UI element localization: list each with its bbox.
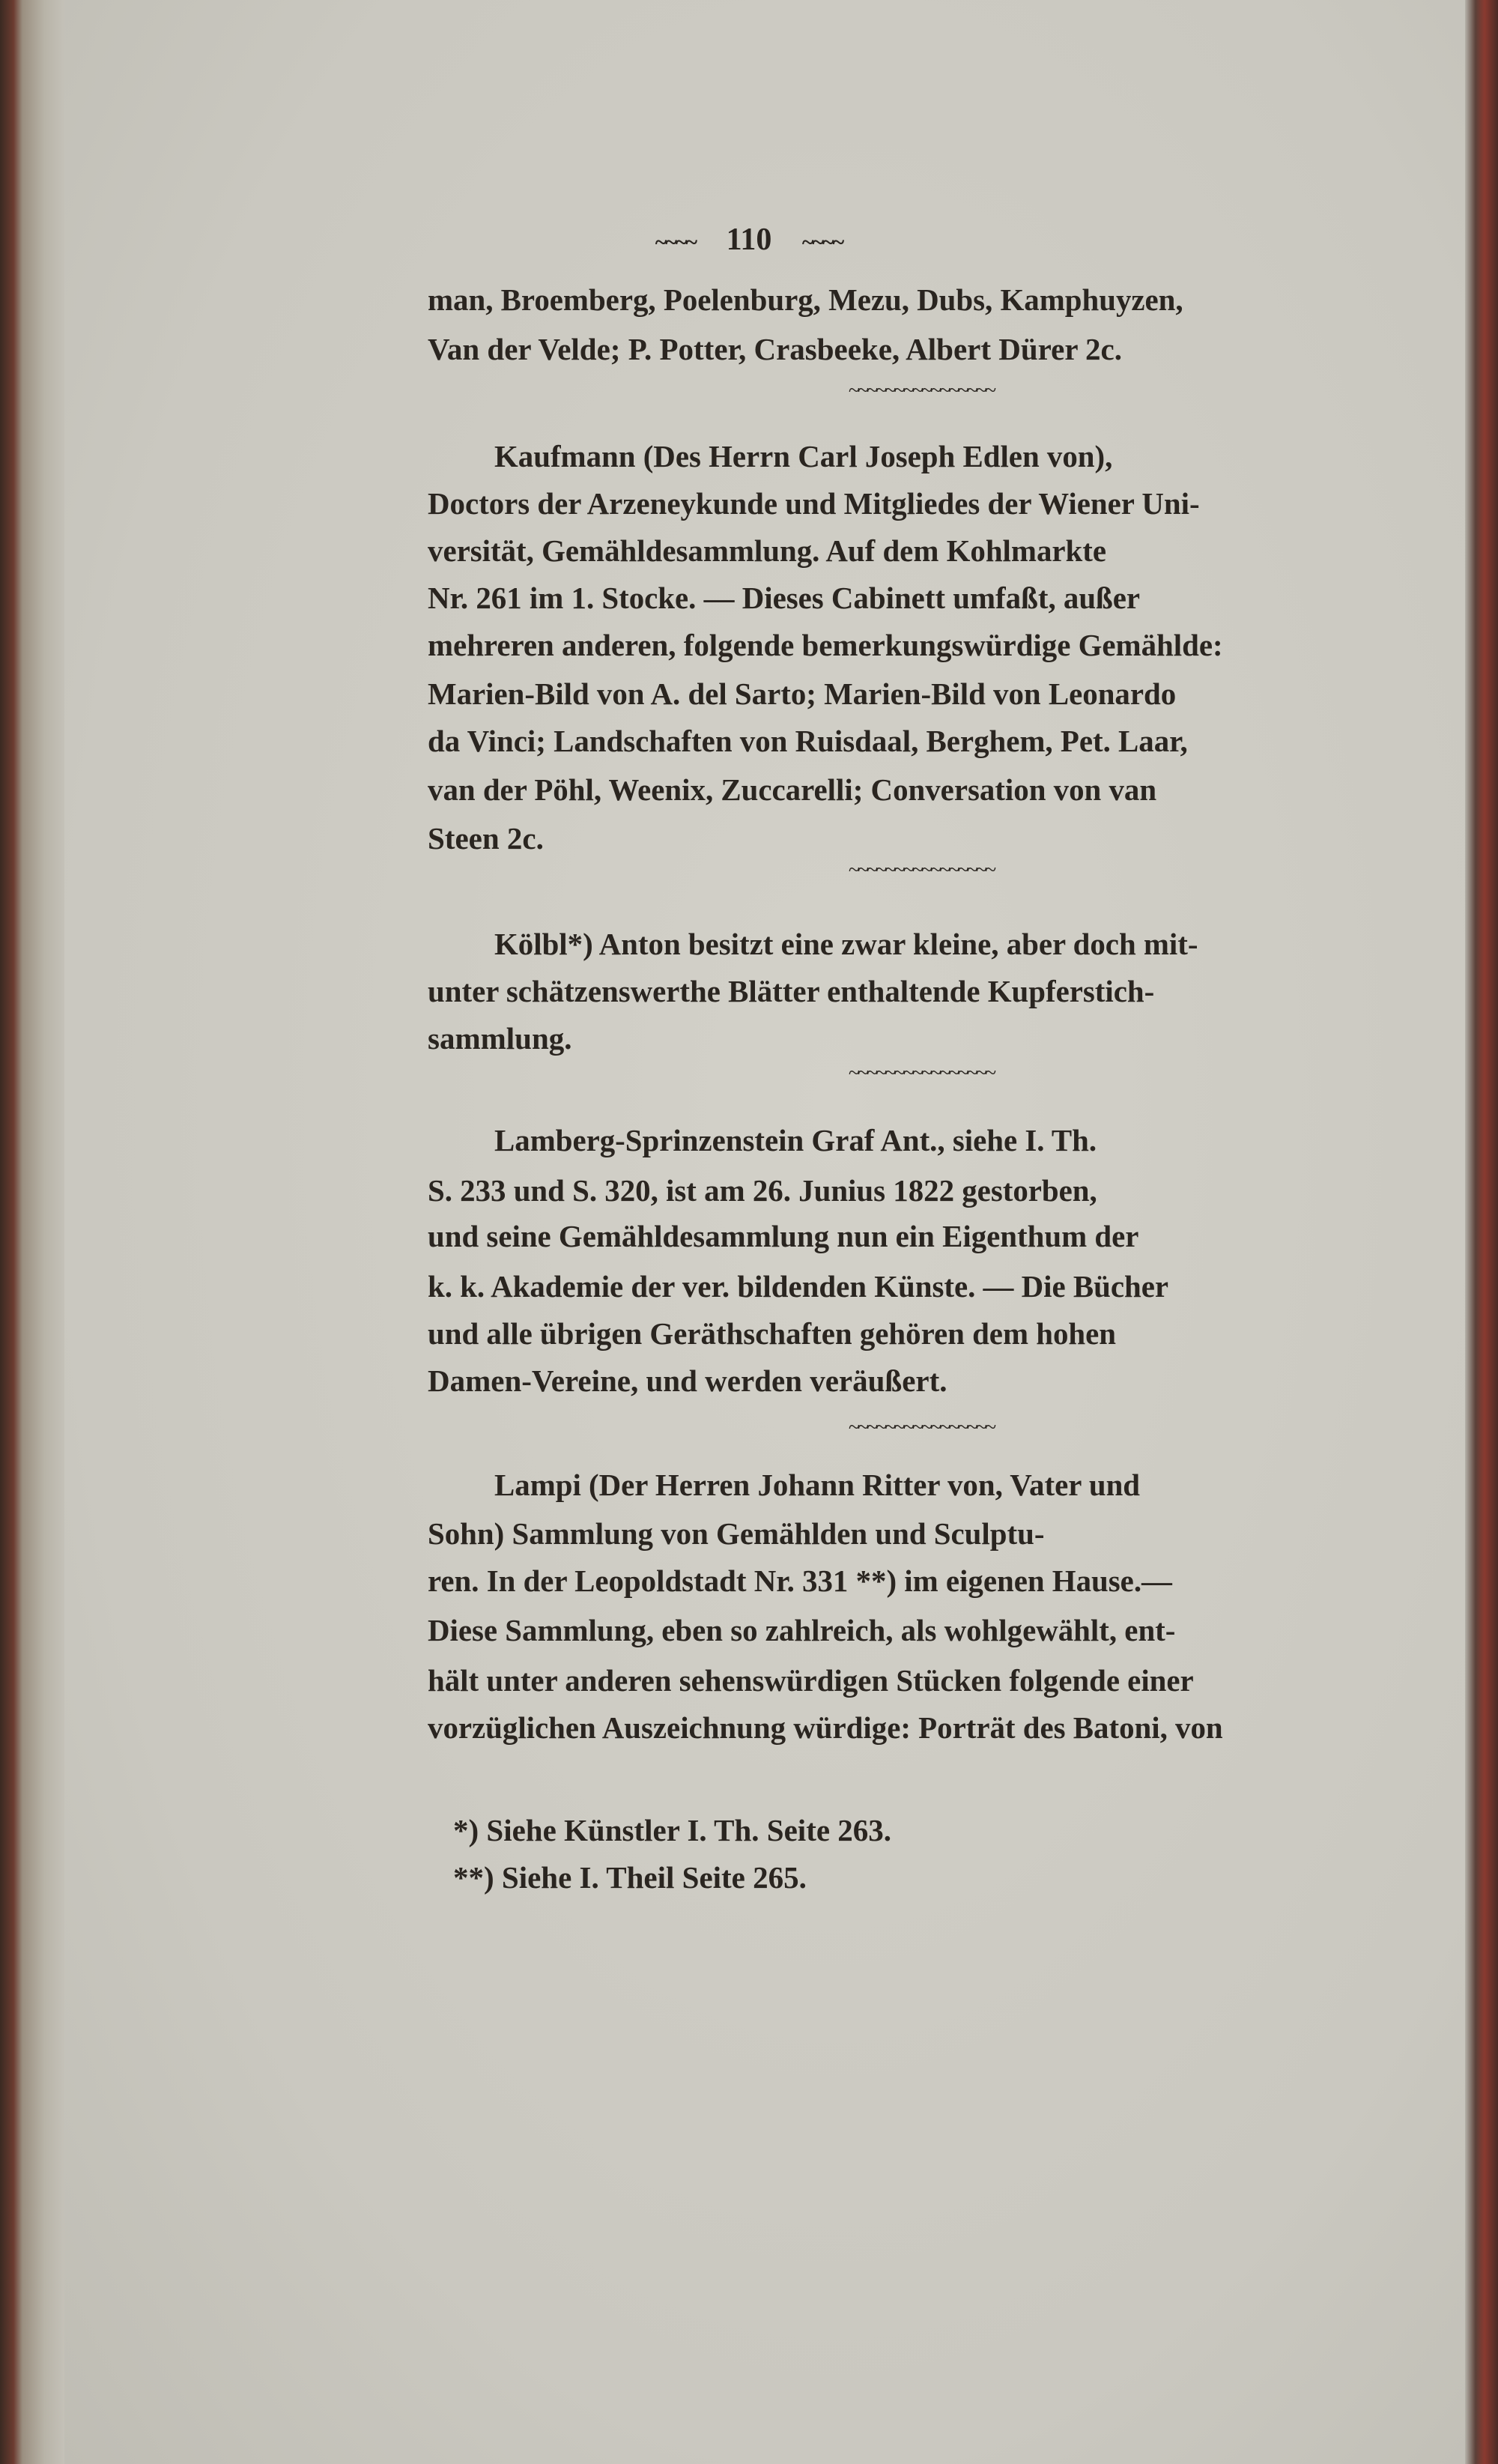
section-separator: ~~~~~~~~~~~~~~~~ <box>848 1062 995 1085</box>
text-line <box>494 1464 1412 1506</box>
text-line-content: Sohn) Sammlung von Gemählden und Sculptu- <box>428 1516 1045 1551</box>
text-line-content: und seine Gemähldesammlung nun ein Eigenthum der <box>428 1219 1139 1253</box>
text-line-content: Doctors der Arzeneykunde und Mitgliedes der Wiener Uni- <box>428 486 1200 521</box>
text-line-content: Lampi (Der Herren Johann Ritter von, Vater und <box>494 1468 1141 1502</box>
text-line <box>428 673 1412 715</box>
text-line-content: Marien-Bild von A. del Sarto; Marien-Bild von Leonardo <box>428 676 1177 711</box>
text-line <box>428 530 1412 572</box>
text-line-content: man, Broemberg, Poelenburg, Mezu, Dubs, Kamphuyzen, <box>428 282 1183 317</box>
text-line-content: mehreren anderen, folgende bemerkungswürdige Gemählde: <box>428 628 1223 662</box>
text-line-content: unter schätzenswerthe Blätter enthaltende Kupferstich- <box>428 974 1155 1008</box>
text-line <box>428 720 1412 762</box>
text-line-content: k. k. Akademie der ver. bildenden Künste. — Die Bücher <box>428 1269 1169 1304</box>
text-line <box>428 328 1412 370</box>
text-line-content: ren. In der Leopoldstadt Nr. 331 **) im eigenen Hause.— <box>428 1564 1172 1598</box>
ornament-right: ~~~~ <box>801 230 843 255</box>
text-line <box>428 970 1412 1012</box>
text-line <box>428 1560 1412 1602</box>
text-line <box>428 624 1412 666</box>
text-line-content: vorzüglichen Auszeichnung würdige: Porträt des Batoni, von <box>428 1710 1223 1745</box>
text-line-content: sammlung. <box>428 1021 572 1056</box>
text-line <box>428 1265 1412 1307</box>
text-line <box>428 279 1412 321</box>
section-separator: ~~~~~~~~~~~~~~~~ <box>848 1416 995 1439</box>
text-line <box>428 1017 1412 1059</box>
text-line <box>428 1609 1412 1651</box>
text-line-content: da Vinci; Landschaften von Ruisdaal, Berghem, Pet. Laar, <box>428 724 1188 758</box>
text-line-content: van der Pöhl, Weenix, Zuccarelli; Conversation von van <box>428 772 1157 807</box>
text-line-content: Damen-Vereine, und werden veräußert. <box>428 1363 947 1398</box>
ornament-left: ~~~~ <box>655 230 697 255</box>
text-line-content: Kölbl*) Anton besitzt eine zwar kleine, aber doch mit- <box>494 927 1198 961</box>
text-line-content: hält unter anderen sehenswürdigen Stücken folgende einer <box>428 1663 1194 1698</box>
text-line-content: Steen 2c. <box>428 821 544 856</box>
page-number: 110 <box>726 223 772 257</box>
text-line-content: Van der Velde; P. Potter, Crasbeeke, Albert Dürer 2c. <box>428 332 1122 366</box>
text-line-content: S. 233 und S. 320, ist am 26. Junius 1822 gestorben, <box>428 1173 1097 1208</box>
footnote-2: **) Siehe I. Theil Seite 265. <box>453 1860 807 1895</box>
text-line-content: Kaufmann (Des Herrn Carl Joseph Edlen von), <box>494 439 1113 473</box>
text-line-content: Lamberg-Sprinzenstein Graf Ant., siehe I. Th. <box>494 1123 1097 1157</box>
text-line <box>428 1659 1412 1701</box>
text-line <box>428 1313 1412 1354</box>
text-line <box>428 769 1412 811</box>
text-line <box>428 1513 1412 1555</box>
text-line-content: versität, Gemähldesammlung. Auf dem Kohlmarkte <box>428 533 1107 568</box>
section-separator: ~~~~~~~~~~~~~~~~ <box>848 859 995 882</box>
text-line <box>428 577 1412 619</box>
text-line <box>428 1169 1412 1211</box>
text-line <box>428 1360 1412 1402</box>
text-line-content: und alle übrigen Geräthschaften gehören dem hohen <box>428 1316 1117 1351</box>
text-line-content: Diese Sammlung, eben so zahlreich, als wohlgewählt, ent- <box>428 1613 1176 1647</box>
text-line <box>428 817 1412 859</box>
text-line <box>428 1215 1412 1257</box>
text-line <box>428 1707 1412 1749</box>
footnote-1: *) Siehe Künstler I. Th. Seite 263. <box>453 1813 892 1847</box>
text-line-content: Nr. 261 im 1. Stocke. — Dieses Cabinett umfaßt, außer <box>428 581 1141 615</box>
text-line <box>494 1119 1412 1161</box>
text-line <box>494 923 1412 965</box>
text-line <box>494 435 1412 477</box>
text-line <box>428 482 1412 524</box>
section-separator: ~~~~~~~~~~~~~~~~ <box>848 379 995 402</box>
